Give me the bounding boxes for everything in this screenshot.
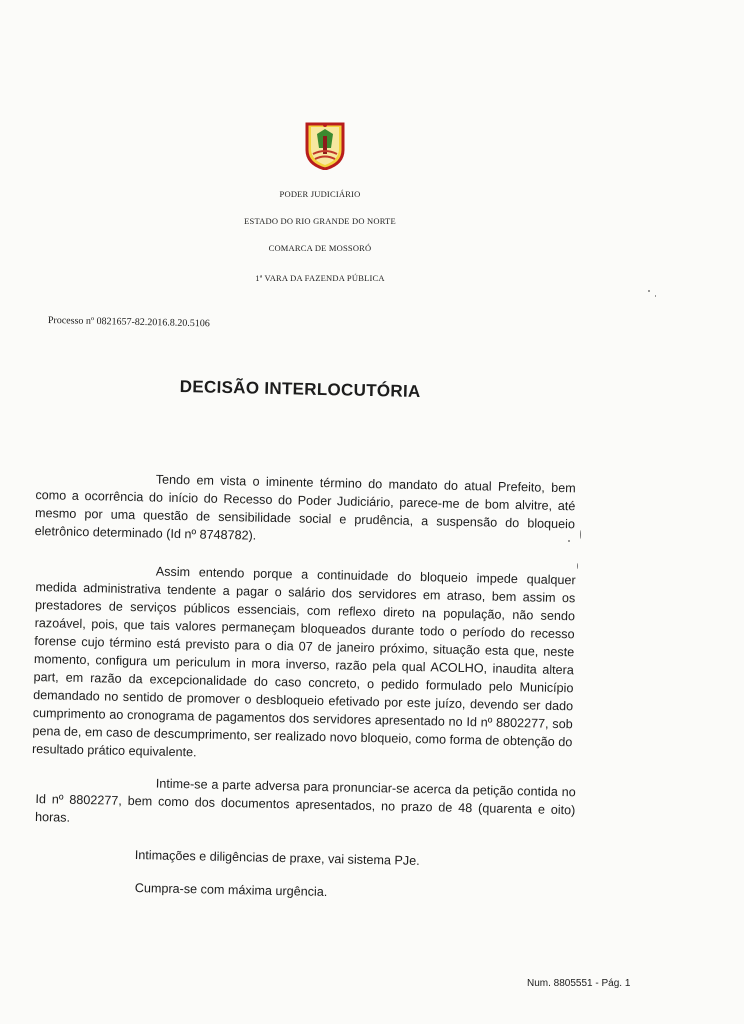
paragraph-1-text: Tendo em vista o iminente término do mandato do atual Prefeito, bem como a ocorrência do início do Recesso do Poder Judiciário, parece-me de bom alvitre, até mesmo por uma questão de sensibilidade social e prudência, a suspensão do bloqueio eletrônico determinado (Id nº 8748782). [34, 472, 576, 543]
scan-speck [568, 540, 570, 542]
paragraph-2 [32, 560, 576, 769]
process-number: Processo nº 0821657-82.2016.8.20.5106 [47, 315, 210, 330]
paragraph-5: Cumpra-se com máxima urgência. [134, 881, 328, 900]
paragraph-2-text: Assim entendo porque a continuidade do bloqueio impede qualquer medida administrativa tendente a pagar o salário dos servidores em atraso, bem assim os prestadores de serviços públicos essenciais, com reflexo direto na população, não sendo razoável, pois, que tais valores permaneçam bloqueados durante todo o período do recesso forense cujo término está previsto para o dia 07 de janeiro próximo, situação esta que, neste momento, configura um periculum in mora inverso, razão pela qual ACOLHO, inaudita altera part, em razão da excepcionalidade do caso concreto, o pedido formulado pelo Município demandado no sentido de promover o desbloqueio efetivado por este juízo, devendo ser dado cumprimento ao cronograma de pagamentos dos servidores apresentado no Id nº 8802277, sob pena de, em caso de descumprimento, ser realizado novo bloqueio, como forma de obtenção do resultado prático equivalente. [31, 564, 576, 760]
scan-speck [648, 290, 650, 292]
header-poder-judiciario: PODER JUDICIÁRIO [279, 189, 361, 199]
header-comarca: COMARCA DE MOSSORÓ [268, 243, 372, 253]
paragraph-3-text: Intime-se a parte adversa para pronunciar-se acerca da petição contida no Id nº 8802277, bem como dos documentos apresentados, no prazo de 48 (quarenta e oito) horas. [34, 776, 576, 825]
paragraph-3 [35, 772, 576, 837]
paragraph-4: Intimações e diligências de praxe, vai sistema PJe. [134, 848, 420, 868]
document-title: DECISÃO INTERLOCUTÓRIA [179, 377, 421, 402]
scan-speck [577, 563, 578, 569]
page-footer: Num. 8805551 - Pág. 1 [527, 978, 631, 989]
paragraph-1 [34, 468, 575, 551]
header-vara: 1ª VARA DA FAZENDA PÚBLICA [255, 273, 385, 283]
scan-speck [580, 530, 581, 539]
scan-speck [655, 295, 656, 297]
header-estado: ESTADO DO RIO GRANDE DO NORTE [244, 216, 396, 226]
court-seal-logo [303, 118, 347, 170]
